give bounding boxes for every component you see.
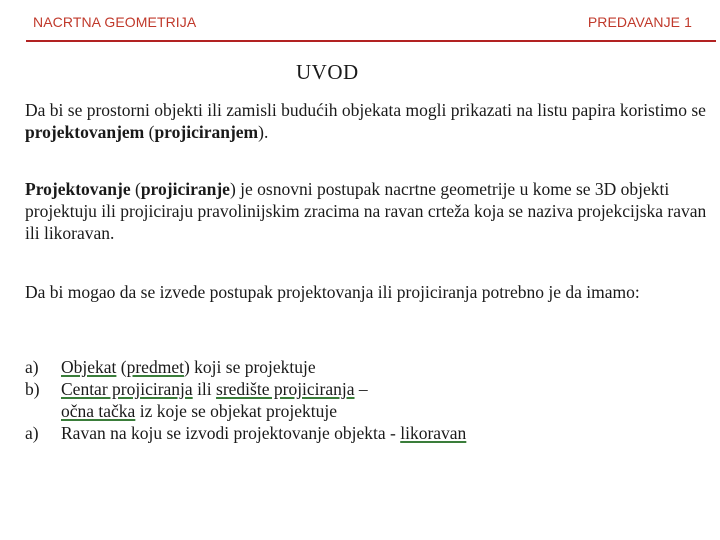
list-text: ili — [192, 379, 217, 399]
term-underlined: središte projiciranja — [216, 379, 355, 399]
list-item-text — [61, 378, 368, 422]
term-underlined: Objekat — [61, 357, 117, 377]
definition-bold-1: Projektovanje — [25, 179, 131, 199]
definition-text-1: ( — [130, 179, 141, 199]
intro-paragraph — [25, 99, 715, 143]
list-item — [25, 378, 466, 422]
term-underlined: Centar projiciranja — [61, 379, 193, 399]
list-text: ( — [116, 357, 127, 377]
header-lecture-number: PREDAVANJE 1 — [587, 14, 692, 30]
list-text: ) koji se projektuje — [183, 357, 316, 377]
term-underlined: likoravan — [400, 423, 467, 443]
intro-bold-2: projiciranjem — [154, 122, 259, 142]
header-course-title: NACRTNA GEOMETRIJA — [33, 14, 197, 30]
list-marker: b) — [25, 379, 40, 399]
list-marker: a) — [25, 357, 39, 377]
list-item — [25, 356, 466, 378]
intro-text-1: Da bi se prostorni objekti ili zamisli budućih objekata mogli prikazati na listu papira koristimo se — [25, 100, 706, 120]
header-divider — [26, 40, 716, 42]
definition-text-2: ) je osnovni postupak nacrtne geometrije u kome se 3D objekti projektuju ili projiciraju pravolinijskim zracima na ravan crteža koja se naziva projekcijska ravan ili likoravan. — [25, 179, 707, 243]
intro-text-3: ). — [258, 122, 269, 142]
list-text: – — [354, 379, 368, 399]
intro-bold-1: projektovanjem — [25, 122, 145, 142]
list-text: iz koje se objekat projektuje — [135, 401, 337, 421]
page-title: UVOD — [296, 60, 359, 84]
term-underlined: očna tačka — [61, 401, 136, 421]
requirements-paragraph: Da bi mogao da se izvede postupak projektovanja ili projiciranja potrebno je da imamo: — [25, 282, 640, 302]
list-item-text — [61, 356, 316, 378]
list-item — [25, 422, 466, 444]
requirements-list — [25, 356, 466, 444]
term-underlined: predmet — [126, 357, 184, 377]
definition-paragraph — [25, 178, 715, 244]
list-marker: a) — [25, 423, 39, 443]
intro-text-2: ( — [144, 122, 155, 142]
list-item-text — [61, 422, 466, 444]
list-text: Ravan na koju se izvodi projektovanje objekta - — [61, 423, 401, 443]
definition-bold-2: projiciranje — [140, 179, 230, 199]
